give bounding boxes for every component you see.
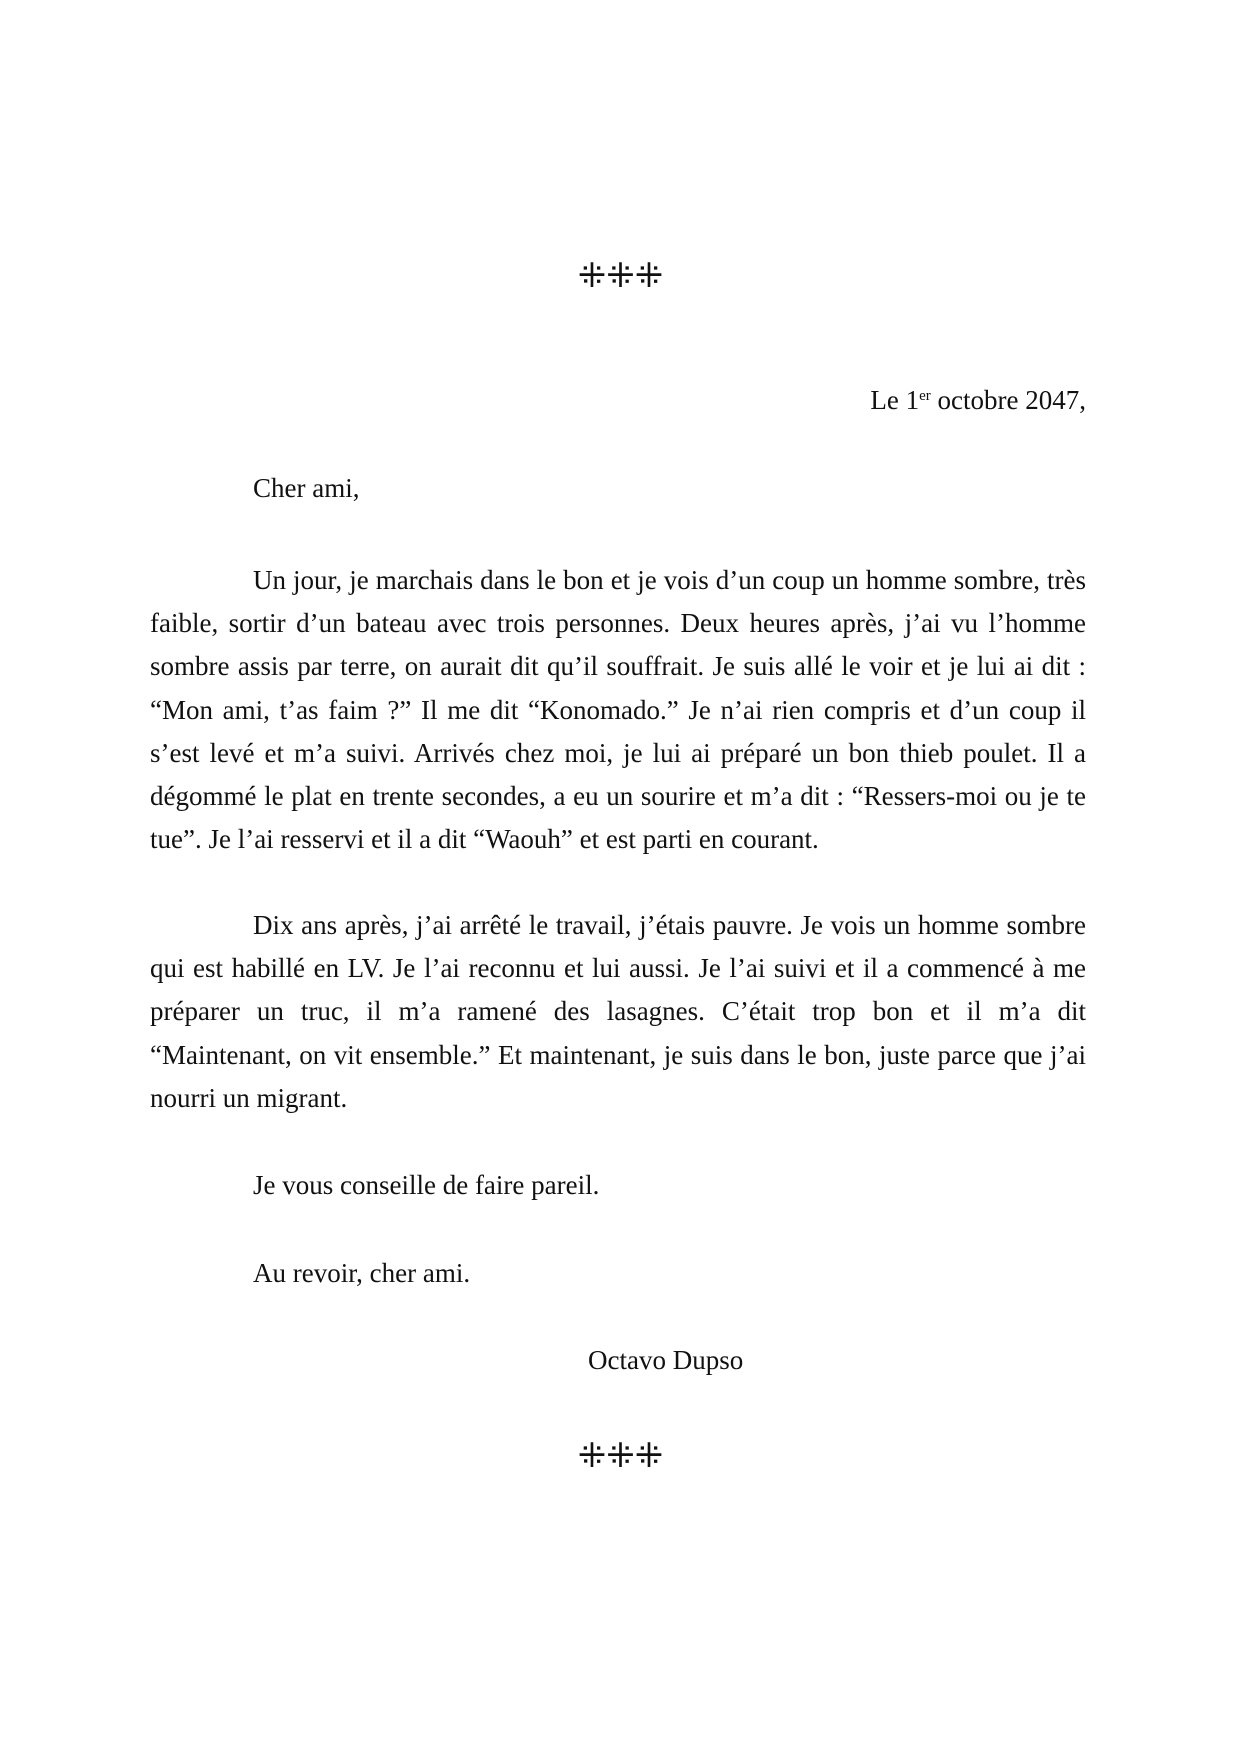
date-suffix: octobre 2047, [930,385,1086,415]
paragraph-2: Dix ans après, j’ai arrêté le travail, j’étais pauvre. Je vois un homme sombre qui est habillé en LV. Je l’ai reconnu et lui aussi. Je l’ai suivi et il a commencé à me préparer un truc, il m’a ramené des lasagnes. C’était trop bon et il m’a dit “Maintenant, on vit ensemble.” Et maintenant, je suis dans le bon, juste parce que j’ai nourri un migrant. [150,910,1086,1113]
date-prefix: Le 1 [870,385,920,415]
advice-line: Je vous conseille de faire pareil. [253,1170,600,1200]
farewell-line: Au revoir, cher ami. [253,1258,471,1288]
top-ornament: ⁜⁜⁜ [577,256,664,296]
letter-date [870,380,1086,420]
date-superscript: er [919,388,931,404]
bottom-ornament: ⁜⁜⁜ [577,1436,664,1476]
signature: Octavo Dupso [588,1345,744,1375]
paragraph-1: Un jour, je marchais dans le bon et je vois d’un coup un homme sombre, très faible, sortir d’un bateau avec trois personnes. Deux heures après, j’ai vu l’homme sombre assis par terre, on aurait dit qu’il souffrait. Je suis allé le voir et je lui ai dit : “Mon ami, t’as faim ?” Il me dit “Konomado.” Je n’ai rien compris et d’un coup il s’est levé et m’a suivi. Arrivés chez moi, je lui ai préparé un bon thieb poulet. Il a dégommé le plat en trente secondes, a eu un sourire et m’a dit : “Ressers-moi ou je te tue”. Je l’ai resservi et il a dit “Waouh” et est parti en courant. [150,565,1086,855]
salutation: Cher ami, [253,473,360,503]
